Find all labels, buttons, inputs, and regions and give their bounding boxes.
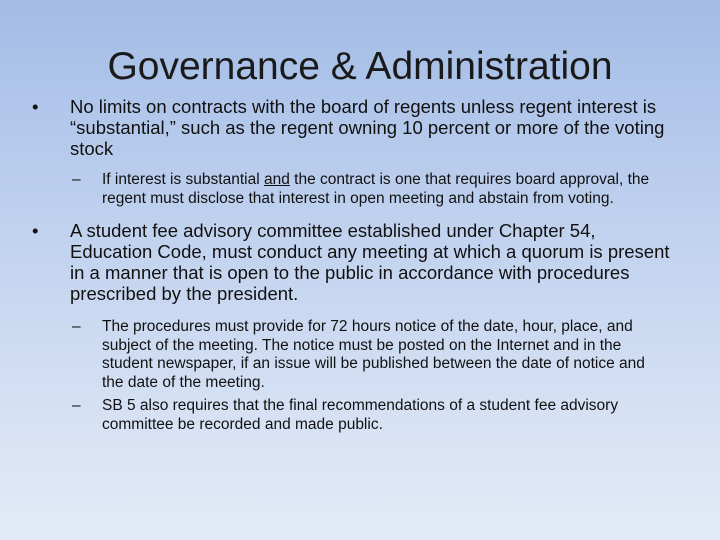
bullet-text: A student fee advisory committee established under Chapter 54, Education Code, must conduct any meeting at which a quorum is present in a manner that is open to the public in accordance with procedures prescribed by the president. [70, 220, 670, 304]
bullet-icon: • [32, 220, 39, 241]
sub-bullet-item [30, 171, 670, 208]
bullet-item [30, 220, 670, 304]
slide-body [30, 96, 670, 434]
sub-bullet-text: SB 5 also requires that the final recommendations of a student fee advisory committee be recorded and made public. [102, 397, 619, 433]
bullet-text: No limits on contracts with the board of regents unless regent interest is “substantial,” such as the regent owning 10 percent or more of the voting stock [70, 96, 665, 159]
sub-bullet-text: The procedures must provide for 72 hours notice of the date, hour, place, and subject of the meeting. The notice must be posted on the Internet and in the student newspaper, if an issue will be published between the date of notice and the date of the meeting. [102, 318, 645, 391]
bullet-item [30, 96, 670, 159]
slide-title: Governance & Administration [107, 45, 613, 88]
dash-icon: – [72, 318, 81, 335]
sub-bullet-item [30, 318, 670, 392]
underlined-word: and [263, 171, 290, 188]
sub-bullet-text [102, 171, 649, 207]
sub-bullet-text-start: If interest is substantial [102, 171, 264, 188]
sub-bullet-text-end: the contract is one that requires board approval, the regent must disclose that interest in open meeting and abstain from voting. [102, 171, 650, 207]
dash-icon: – [72, 397, 81, 414]
sub-bullet-item [30, 397, 670, 434]
dash-icon: – [72, 171, 81, 188]
bullet-icon: • [32, 96, 39, 117]
